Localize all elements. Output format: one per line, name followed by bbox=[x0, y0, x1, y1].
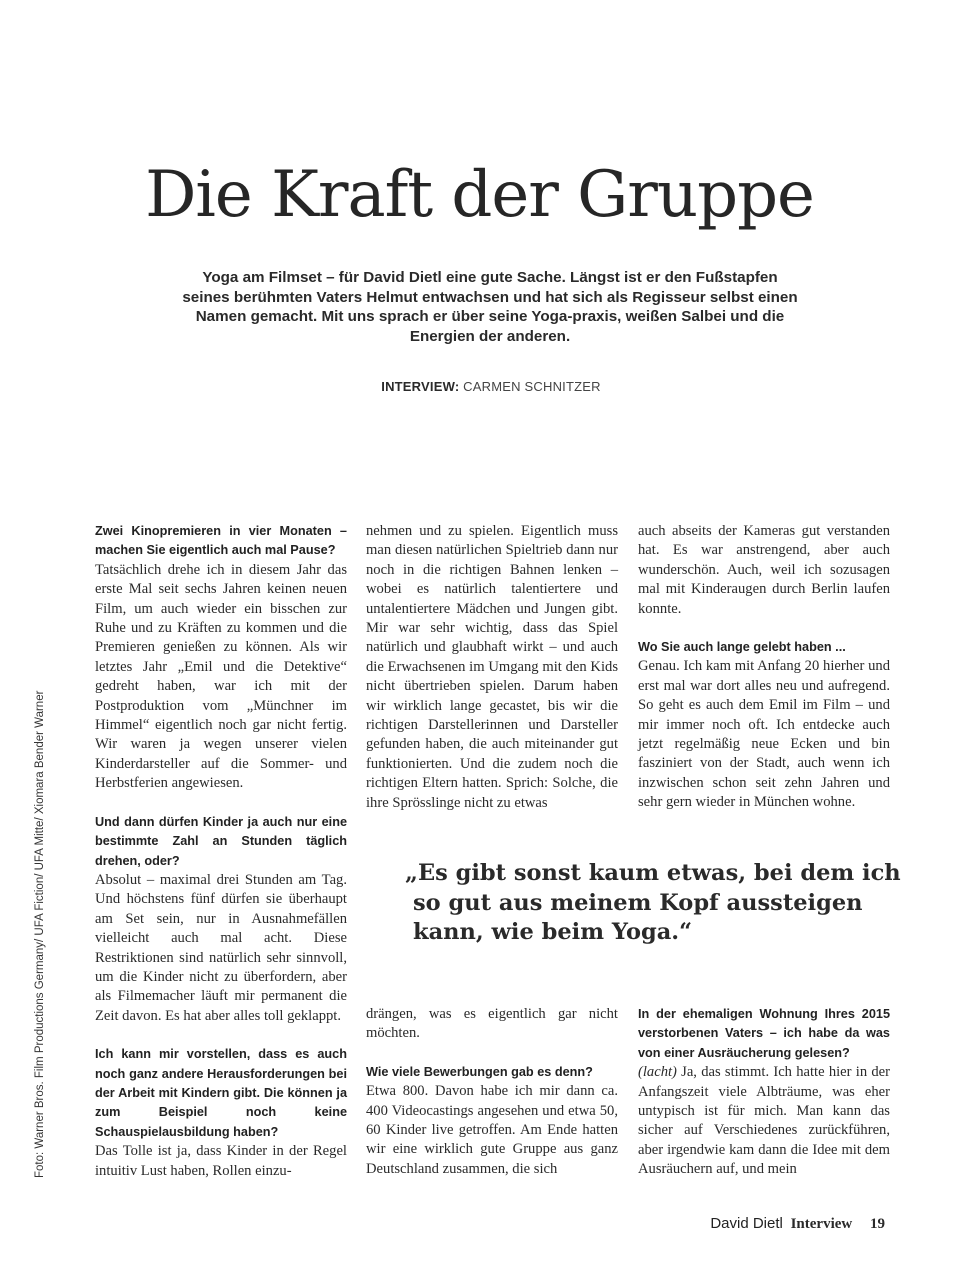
question: Zwei Kinopremieren in vier Monaten – machen Sie eigentlich auch mal Pause? bbox=[95, 524, 347, 558]
pull-quote-line: kann, wie beim Yoga.“ bbox=[413, 919, 693, 945]
page-number: 19 bbox=[870, 1216, 885, 1232]
answer: Absolut – maximal drei Stunden am Tag. Und höchstens fünf dürfen sie überhaupt am Set sein, nur in Ausnahmefällen vielleicht auch mal acht. Diese Restriktionen sind natürlich sehr sinnvoll, um die Kinder nicht zu überfordern, aber als Filmemacher läuft mir permanent die Zeit davon. Es hat aber alles toll geklappt. bbox=[95, 871, 347, 1024]
page-footer bbox=[710, 1215, 885, 1233]
byline-label: INTERVIEW: bbox=[381, 379, 460, 394]
article-lead: Yoga am Filmset – für David Dietl eine gute Sache. Längst ist er den Fußstapfen seines berühmten Vaters Helmut entwachsen und hat sich als Regisseur selbst einen Namen gemacht. Mit uns sprach er über seine Yoga-praxis, weißen Salbei und die Energien der anderen. bbox=[182, 269, 798, 345]
question: Ich kann mir vorstellen, dass es auch noch ganz andere Herausforderungen bei der Arbeit mit Kindern gibt. Die können ja zum Beispiel noch keine Schauspielausbildung haben? bbox=[95, 1047, 347, 1139]
stage-direction: (lacht) bbox=[638, 1064, 677, 1081]
byline bbox=[0, 379, 959, 394]
answer: Etwa 800. Davon habe ich mir dann ca. 400 Videocastings angesehen und etwa 50, 60 Kinder live getroffen. Am Ende hatten wir eine wirklich gute Gruppe aus ganz Deutschland zusammen, die sich bbox=[366, 1083, 618, 1177]
answer: Tatsächlich drehe ich in diesem Jahr das erste Mal seit sechs Jahren keinen neuen Film, um auch wieder ein bisschen zur Ruhe und zu Kräften zu kommen und die Premieren genießen zu können. Als wir letztes Jahr „Emil und die Detektive“ gedreht haben, war ich mit der Postproduktion vom „Münchner im Himmel“ eigentlich noch gar nicht fertig. Wir waren ja wegen unserer vielen Kinderdarsteller auf die Sommer- und Herbstferien angewiesen. bbox=[95, 561, 347, 792]
column-2-bottom bbox=[366, 1005, 618, 1179]
photo-credit: Foto: Warner Bros. Film Productions Germany/ UFA Fiction/ UFA Mitte/ Xiomara Bender Warner bbox=[34, 690, 46, 1178]
column-2-top bbox=[366, 522, 618, 813]
column-1 bbox=[95, 522, 347, 1181]
question: In der ehemaligen Wohnung Ihres 2015 verstorbenen Vaters – ich habe da was von einer Ausräucherung gelesen? bbox=[638, 1007, 890, 1060]
article-title: Die Kraft der Gruppe bbox=[145, 158, 814, 232]
answer: nehmen und zu spielen. Eigentlich muss man diesen natürlichen Spieltrieb dann nur noch in die richtigen Bahnen lenken – wobei es natürlich talentiertere und untalentiertere Mädchen und Jungen gibt. Mir war sehr wichtig, dass das Spiel natürlich und glaubhaft wirkt – und auch die Erwachsenen im Umgang mit den Kids nicht übertrieben spielen. Darum haben wir wirklich lange gecastet, bis wir die richtigen Darstellerinnen und Darsteller gefunden haben, die auch miteinander gut funktionierten. Und die zudem noch die richtigen Eltern hatten. Sprich: Solche, die ihre Sprösslinge nicht zu etwas bbox=[366, 523, 618, 811]
answer-text: Ja, das stimmt. Ich hatte hier in der Anfangszeit viele Albträume, was eher untypisch ist für mich. Man kann das sicher auf Verschiedenes zurückführen, aber irgendwie kam dann die Idee mit dem Ausräuchern auf, und mein bbox=[638, 1064, 890, 1178]
answer bbox=[638, 1063, 890, 1179]
column-3-bottom bbox=[638, 1005, 890, 1180]
answer: Genau. Ich kam mit Anfang 20 hierher und erst mal war dort alles neu und aufregend. So geht es auch dem Emil im Film – und mir immer noch oft. Ich entdecke auch jetzt regelmäßig neue Ecken und bin fasziniert von der Stadt, auch wenn ich inzwischen schon seit zehn Jahren und sehr gern wieder in München wohne. bbox=[638, 658, 890, 811]
question: Und dann dürfen Kinder ja auch nur eine bestimmte Zahl an Stunden täglich drehen, oder? bbox=[95, 814, 347, 868]
footer-name: David Dietl bbox=[710, 1215, 783, 1232]
answer: auch abseits der Kameras gut verstanden hat. Es war anstrengend, aber auch wunderschön. Auch, weil ich sozusagen mal mit Kinderaugen durch Berlin laufen konnte. bbox=[638, 523, 890, 617]
question: Wie viele Bewerbungen gab es denn? bbox=[366, 1064, 593, 1079]
question: Wo Sie auch lange gelebt haben ... bbox=[638, 640, 846, 655]
byline-author: CARMEN SCHNITZER bbox=[463, 379, 601, 394]
pull-quote bbox=[405, 859, 901, 948]
footer-section: Interview bbox=[790, 1216, 853, 1232]
column-3-top bbox=[638, 522, 890, 813]
answer: drängen, was es eigentlich gar nicht möchten. bbox=[366, 1006, 618, 1042]
pull-quote-line: so gut aus meinem Kopf aussteigen bbox=[413, 889, 863, 916]
answer: Das Tolle ist ja, dass Kinder in der Regel intuitiv Lust haben, Rollen einzu- bbox=[95, 1143, 347, 1179]
pull-quote-line: „Es gibt sonst kaum etwas, bei dem ich bbox=[405, 860, 901, 886]
